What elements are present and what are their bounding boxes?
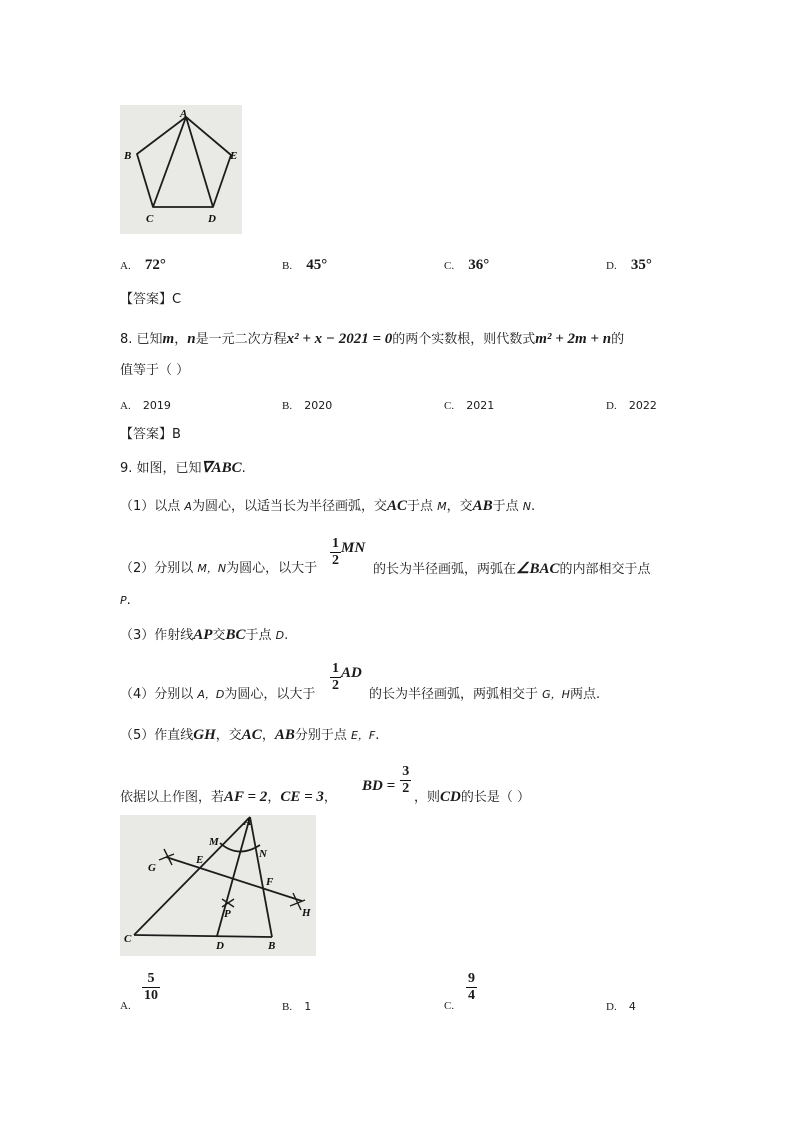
label-a: A (180, 108, 188, 120)
q9-step4: （4）分别以 A，D为圆心，以大于 (120, 687, 316, 702)
q9-intro: 9. 如图，已知∇ABC. (120, 460, 246, 476)
label-d: D (216, 940, 224, 952)
q9-step2-rest: 的长为半径画弧，两弧在∠BAC的内部相交于点 (373, 561, 651, 577)
q9-step4-fraction: $\frac{1}{2}$ AD (332, 661, 362, 693)
q8-line2: 值等于（ ） (120, 363, 190, 378)
q9-option-a-letter: A. (120, 1000, 131, 1012)
q7-option-b: B. 45° (282, 257, 328, 273)
q9-option-c-value: $\frac{9}{4}$ (468, 971, 475, 1003)
label-b: B (124, 150, 132, 162)
q9-option-d: D. 4 (606, 1000, 636, 1013)
q9-bd-value: BD = $\frac{3}{2}$ (362, 764, 410, 796)
q9-step2-end: P. (120, 593, 131, 608)
pentagon-diagram (120, 105, 242, 234)
construction-figure (120, 815, 316, 956)
q8-expression: m² + 2m + n (535, 331, 612, 347)
q8-option-a: A. 2019 (120, 399, 171, 412)
label-c: C (124, 933, 132, 945)
label-h: H (302, 907, 311, 919)
q9-step2-fraction: $\frac{1}{2}$ MN (332, 536, 366, 568)
q9-step5: （5）作直线GH，交AC，AB分别于点 E，F. (120, 727, 380, 743)
label-m: M (209, 836, 219, 848)
q8-answer: 【答案】B (120, 427, 181, 442)
q9-option-a-value: $\frac{5}{10}$ (144, 971, 158, 1003)
q7-answer: 【答案】C (120, 292, 182, 307)
q7-option-d: D. 35° (606, 257, 652, 273)
q8-option-d: D. 2022 (606, 399, 657, 412)
q8-line1: 8. 已知m，n是一元二次方程x² + x − 2021 = 0的两个实数根，则代数式m² + 2m + n的 (120, 331, 625, 347)
label-e: E (196, 854, 204, 866)
q9-option-b: B. 1 (282, 1000, 312, 1013)
q9-option-c-letter: C. (444, 1000, 455, 1012)
q9-step1: （1）以点 A为圆心，以适当长为半径画弧，交AC于点 M，交AB于点 N. (120, 498, 536, 514)
q8-option-b: B. 2020 (282, 399, 333, 412)
pentagon-figure (120, 105, 242, 234)
label-e: E (230, 150, 238, 162)
label-n: N (259, 848, 267, 860)
q9-condition: 依据以上作图，若AF = 2，CE = 3， (120, 789, 337, 805)
q8-option-c: C. 2021 (444, 399, 495, 412)
q8-equation: x² + x − 2021 = 0 (286, 331, 393, 347)
label-g: G (148, 862, 156, 874)
label-a: A (244, 816, 252, 828)
triangle-construction-diagram (120, 815, 316, 956)
q9-step4-rest: 的长为半径画弧，两弧相交于 G，H两点. (369, 687, 601, 702)
label-b: B (268, 940, 276, 952)
label-p: P (224, 908, 231, 920)
label-d: D (208, 213, 216, 225)
q9-step2: （2）分别以 M，N为圆心，以大于 (120, 561, 318, 576)
label-f: F (266, 876, 274, 888)
q7-option-c: C. 36° (444, 257, 490, 273)
q9-condition-end: ，则CD的长是（ ） (414, 789, 530, 805)
label-c: C (146, 213, 154, 225)
q9-step3: （3）作射线AP交BC于点 D. (120, 627, 289, 643)
q7-option-a: A. 72° (120, 257, 166, 273)
